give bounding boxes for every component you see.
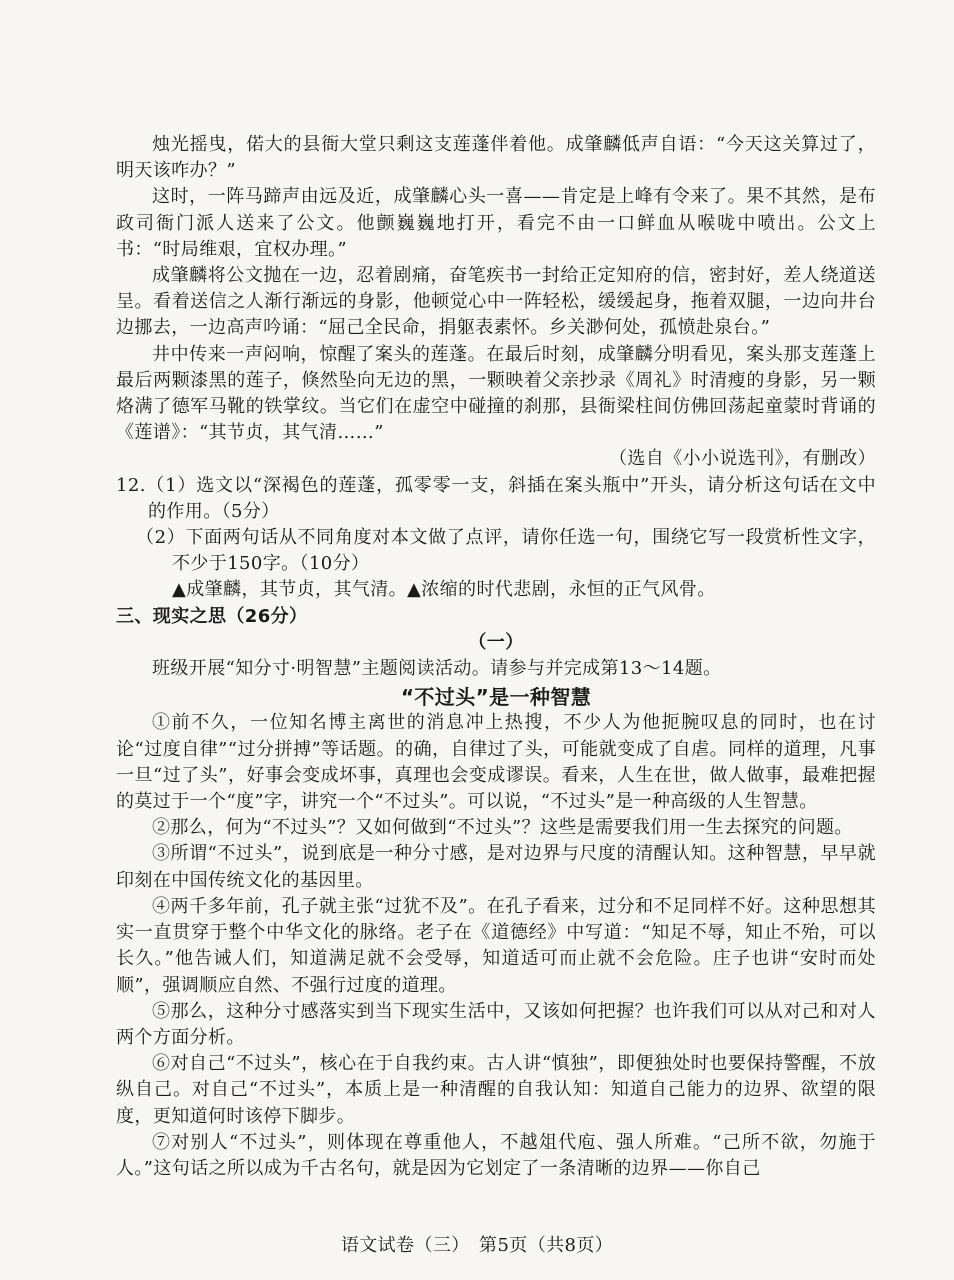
page-footer: 语文试卷（三） 第5页（共8页） (340, 1235, 614, 1256)
story-paragraph: 井中传来一声闷响，惊醒了案头的莲蓬。在最后时刻，成肇麟分明看见，案头那支莲蓬上最后两颗漆黑的莲子，倏然坠向无边的黑，一颗映着父亲抄录《周礼》时清瘦的身影，另一颗烙满了德军马靴的铁掌纹。当它们在虚空中碰撞的刹那，县衙梁柱间仿佛回荡起童蒙时背诵的《莲谱》：“其节贞，其气清……” (116, 343, 876, 444)
question-12-2-quotes: ▲成肇麟，其节贞，其气清。▲浓缩的时代悲剧，永恒的正气风骨。 (172, 579, 716, 601)
source-note: （选自《小小说选刊》，有删改） (609, 448, 876, 470)
story-paragraph: 烛光摇曳，偌大的县衙大堂只剩这支莲蓬伴着他。成肇麟低声自语：“今天这关算过了，明天该咋办？” (116, 134, 876, 182)
essay-paragraph: ②那么，何为“不过头”？又如何做到“不过头”？这些是需要我们用一生去探究的问题。 (152, 817, 853, 839)
question-12-1: 12.（1）选文以“深褐色的莲蓬，孤零零一支，斜插在案头瓶中”开头，请分析这句话在文中的作用。（5分） (116, 474, 876, 522)
essay-paragraph: ⑦对别人“不过头”，则体现在尊重他人，不越俎代庖、强人所难。“己所不欲，勿施于人。”这句话之所以成为千古名句，就是因为它划定了一条清晰的边界——你自己 (116, 1131, 876, 1179)
essay-paragraph: ①前不久，一位知名博主离世的消息冲上热搜，不少人为他扼腕叹息的同时，也在讨论“过度自律”“过分拼搏”等话题。的确，自律过了头，可能就变成了自虐。同样的道理，凡事一旦“过了头”，好事会变成坏事，真理也会变成谬误。看来，人生在世，做人做事，最难把握的莫过于一个“度”字，讲究一个“不过头”。可以说，“不过头”是一种高级的人生智慧。 (116, 712, 876, 813)
essay-title: “不过头”是一种智慧 (400, 685, 592, 710)
page-content (116, 132, 876, 1182)
part-number: （一） (468, 631, 524, 653)
essay-paragraph: ④两千多年前，孔子就主张“过犹不及”。在孔子看来，过分和不足同样不好。这种思想其实一直贯穿于整个中华文化的脉络。老子在《道德经》中写道：“知足不辱，知止不殆，可以长久。”他告诫人们，知道满足就不会受辱，知道适可而止就不会危险。庄子也讲“安时而处顺”，强调顺应自然、不强行过度的道理。 (116, 895, 876, 996)
activity-intro: 班级开展“知分寸·明智慧”主题阅读活动。请参与并完成第13～14题。 (152, 658, 722, 680)
question-12-2: （2）下面两句话从不同角度对本文做了点评，请你任选一句，围绕它写一段赏析性文字，不少于150字。（10分） (136, 527, 876, 575)
essay-paragraph: ③所谓“不过头”，说到底是一种分寸感，是对边界与尺度的清醒认知。这种智慧，早早就印刻在中国传统文化的基因里。 (116, 843, 876, 891)
essay-paragraph: ⑥对自己“不过头”，核心在于自我约束。古人讲“慎独”，即便独处时也要保持警醒，不放纵自己。对自己“不过头”，本质上是一种清醒的自我认知：知道自己能力的边界、欲望的限度，更知道何时该停下脚步。 (116, 1053, 876, 1127)
story-paragraph: 成肇麟将公文抛在一边，忍着剧痛，奋笔疾书一封给正定知府的信，密封好，差人绕道送呈。看着送信之人渐行渐远的身影，他顿觉心中一阵轻松，缓缓起身，拖着双腿，一边向井台边挪去，一边高声吟诵：“屈己全民命，捐躯表素怀。乡关渺何处，孤愤赴泉台。” (116, 265, 876, 339)
story-paragraph: 这时，一阵马蹄声由远及近，成肇麟心头一喜——肯定是上峰有令来了。果不其然，是布政司衙门派人送来了公文。他颤巍巍地打开，看完不由一口鲜血从喉咙中喷出。公文上书：“时局维艰，宜权办理。” (116, 186, 876, 260)
section-heading: 三、现实之思（26分） (116, 605, 308, 627)
essay-paragraph: ⑤那么，这种分寸感落实到当下现实生活中，又该如何把握？也许我们可以从对己和对人两个方面分析。 (116, 1000, 876, 1048)
